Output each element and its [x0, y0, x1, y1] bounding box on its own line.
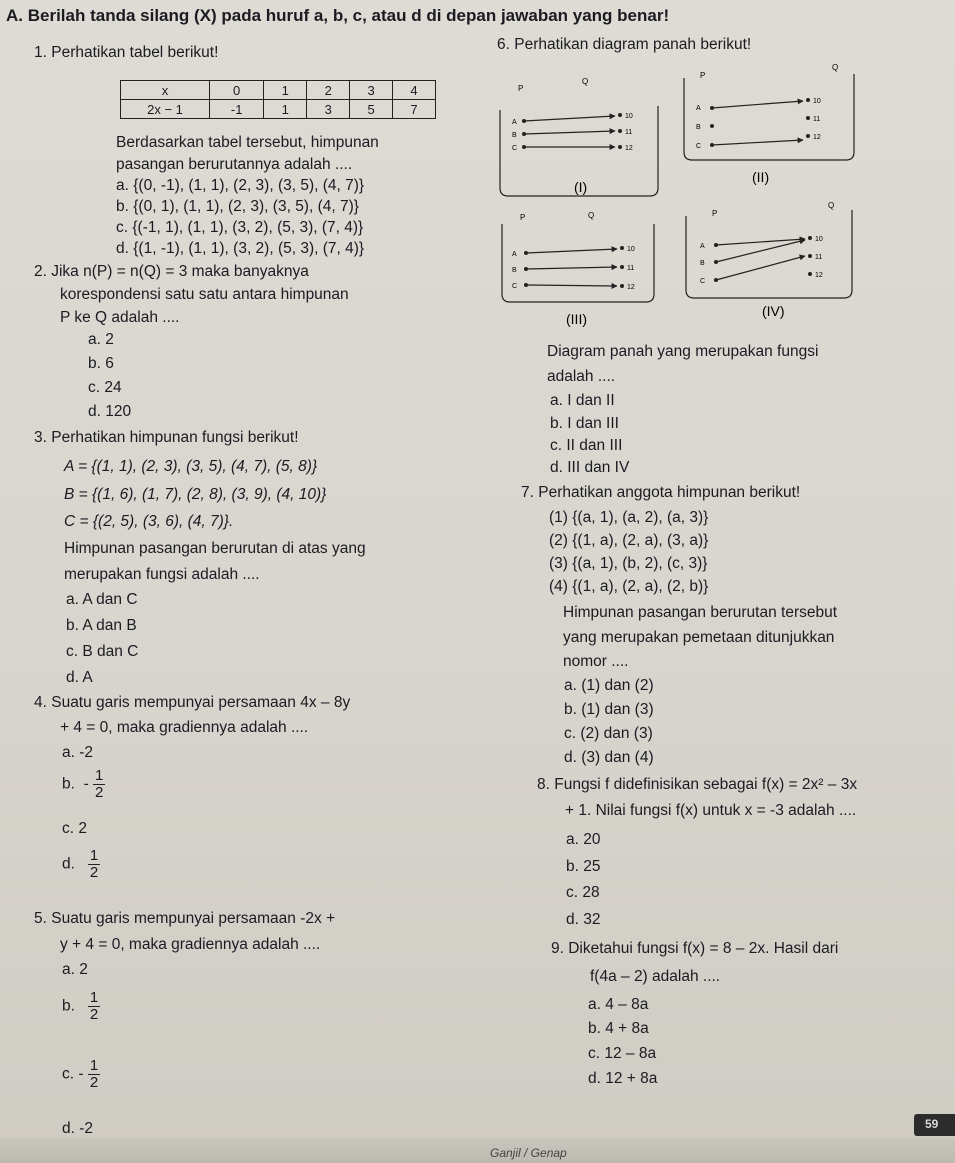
- q6-stem: 6. Perhatikan diagram panah berikut!: [497, 36, 752, 53]
- q8-option-b[interactable]: [566, 858, 601, 876]
- option-text: {(0, -1), (1, 1), (2, 3), (3, 5), (4, 7)}: [133, 177, 365, 194]
- option-letter: a.: [588, 996, 601, 1013]
- arrow-diagram-2: [684, 63, 854, 185]
- table-cell: 2: [307, 81, 350, 100]
- fraction: [88, 848, 100, 881]
- codomain-label: 11: [815, 254, 823, 261]
- q1-stem: 1. Perhatikan tabel berikut!: [34, 44, 219, 61]
- q9-line-1: 9. Diketahui fungsi f(x) = 8 – 2x. Hasil dari: [551, 940, 839, 957]
- page-bottom-edge: [0, 1138, 955, 1163]
- q2-line-3: P ke Q adalah ....: [60, 309, 180, 326]
- option-letter: b.: [62, 997, 75, 1015]
- q7-stem: 7. Perhatikan anggota himpunan berikut!: [521, 484, 801, 501]
- q7-text-1: Himpunan pasangan berurutan tersebut: [563, 604, 838, 621]
- option-text: {(-1, 1), (1, 1), (3, 2), (5, 3), (7, 4)}: [132, 219, 364, 236]
- q7-option-a[interactable]: [564, 677, 654, 695]
- domain-label: A: [512, 119, 517, 126]
- option-text: 12 – 8a: [604, 1045, 657, 1062]
- mapping-arrow: [526, 249, 617, 253]
- table-cell: 4: [393, 81, 436, 100]
- mapping-arrow: [716, 240, 805, 262]
- table-cell: 5: [350, 100, 393, 119]
- fraction-numerator: 1: [95, 767, 104, 784]
- q6-text-1: Diagram panah yang merupakan fungsi: [547, 343, 819, 360]
- page-number: 59: [925, 1117, 939, 1131]
- codomain-point: [618, 113, 622, 117]
- q7-item-4: (4) {(1, a), (2, a), (2, b)}: [549, 578, 709, 595]
- option-letter: c.: [564, 725, 577, 742]
- option-letter: d.: [550, 459, 563, 476]
- q4-line-1: 4. Suatu garis mempunyai persamaan 4x – 8y: [34, 694, 351, 711]
- domain-label: B: [512, 267, 517, 274]
- codomain-label: 11: [813, 116, 821, 123]
- option-text: (1) dan (2): [581, 677, 654, 694]
- codomain-point: [808, 254, 812, 258]
- option-letter: b.: [550, 415, 563, 432]
- semester-footer: Ganjil / Genap: [490, 1146, 567, 1160]
- q1-option-a[interactable]: [116, 177, 364, 195]
- option-letter: c.: [588, 1045, 601, 1062]
- option-letter: d.: [62, 855, 75, 873]
- option-letter: b.: [564, 701, 577, 718]
- codomain-point: [618, 145, 622, 149]
- option-letter: c.: [566, 884, 579, 901]
- q7-option-b[interactable]: [564, 701, 654, 719]
- mapping-arrow: [716, 256, 805, 280]
- codomain-label: 10: [627, 246, 635, 253]
- q8-option-c[interactable]: [566, 884, 600, 902]
- domain-label: C: [696, 143, 702, 150]
- option-text: II dan III: [566, 437, 623, 454]
- option-letter: a.: [566, 831, 579, 848]
- codomain-label: 10: [625, 113, 633, 120]
- q1-text-2: pasangan berurutannya adalah ....: [116, 156, 353, 173]
- option-letter: d.: [116, 240, 129, 257]
- domain-label: C: [700, 278, 706, 285]
- minus-sign: -: [78, 1065, 84, 1083]
- domain-label: A: [696, 105, 701, 112]
- codomain-label: 12: [813, 134, 821, 141]
- set-label-q: Q: [828, 201, 835, 210]
- option-letter: d.: [88, 403, 101, 420]
- option-text: (1) dan (3): [581, 701, 654, 718]
- q1-option-b[interactable]: [116, 198, 359, 216]
- q5-option-b[interactable]: [62, 990, 100, 1023]
- q9-option-d[interactable]: [588, 1070, 657, 1088]
- codomain-label: 12: [815, 272, 823, 279]
- q4-option-a[interactable]: a. -2: [62, 744, 94, 761]
- mapping-arrow: [712, 140, 803, 145]
- q6-option-b[interactable]: [550, 415, 619, 433]
- q1-option-d[interactable]: [116, 240, 364, 258]
- q3-option-a[interactable]: [66, 591, 138, 609]
- mapping-arrow: [712, 101, 803, 108]
- fraction-denominator: 2: [95, 784, 104, 801]
- q7-text-3: nomor ....: [563, 653, 629, 670]
- codomain-point: [806, 134, 810, 138]
- codomain-label: 10: [813, 98, 821, 105]
- option-text: A dan B: [82, 617, 137, 634]
- q1-value-table: [120, 80, 436, 119]
- q3-option-b[interactable]: [66, 617, 137, 635]
- codomain-point: [806, 98, 810, 102]
- codomain-label: 10: [815, 236, 823, 243]
- codomain-label: 11: [627, 265, 635, 272]
- mapping-arrow: [526, 285, 617, 286]
- q7-text-2: yang merupakan pemetaan ditunjukkan: [563, 629, 835, 646]
- table-cell: -1: [210, 100, 264, 119]
- q9-option-c[interactable]: [588, 1045, 656, 1063]
- q3-option-c[interactable]: [66, 643, 138, 661]
- q2-option-c[interactable]: [88, 379, 122, 397]
- arrow-diagram-3: [502, 211, 654, 327]
- table-cell: x: [121, 81, 210, 100]
- option-text: A: [82, 669, 93, 686]
- domain-label: B: [696, 124, 701, 131]
- q3-text-2: merupakan fungsi adalah ....: [64, 566, 260, 583]
- option-text: 2: [105, 331, 114, 348]
- q6-text-2: adalah ....: [547, 368, 616, 385]
- q3-set-b: B = {(1, 6), (1, 7), (2, 8), (3, 9), (4, 10)}: [64, 486, 327, 503]
- codomain-label: 12: [627, 284, 635, 291]
- q8-line-1: 8. Fungsi f didefinisikan sebagai f(x) = 2x² – 3x: [537, 776, 858, 793]
- option-letter: d.: [566, 911, 579, 928]
- option-text: 6: [105, 355, 114, 372]
- option-text: 4 – 8a: [605, 996, 649, 1013]
- option-letter: c.: [62, 1065, 75, 1083]
- set-label-q: Q: [832, 63, 839, 72]
- option-letter: c.: [88, 379, 101, 396]
- fraction-numerator: 1: [89, 989, 99, 1006]
- set-label-q: Q: [588, 211, 595, 220]
- q2-line-1: 2. Jika n(P) = n(Q) = 3 maka banyaknya: [34, 263, 309, 280]
- q6-option-d[interactable]: [550, 459, 629, 477]
- option-letter: b.: [588, 1020, 601, 1037]
- fraction: [88, 990, 100, 1023]
- mapping-arrow: [524, 116, 615, 121]
- option-letter: a.: [88, 331, 101, 348]
- codomain-point: [806, 116, 810, 120]
- set-label-p: P: [520, 213, 526, 222]
- option-letter: b.: [566, 858, 579, 875]
- option-letter: b.: [62, 775, 75, 793]
- q5-option-c[interactable]: [62, 1058, 100, 1091]
- q3-set-a: A = {(1, 1), (2, 3), (3, 5), (4, 7), (5, 8)}: [64, 458, 318, 475]
- option-letter: d.: [588, 1070, 601, 1087]
- codomain-label: 12: [625, 145, 633, 152]
- option-letter: a.: [116, 177, 129, 194]
- option-letter: a.: [550, 392, 563, 409]
- domain-point: [710, 124, 714, 128]
- option-text: III dan IV: [567, 459, 630, 476]
- option-letter: a.: [66, 591, 79, 608]
- q4-option-b[interactable]: [62, 768, 105, 801]
- option-text: B dan C: [82, 643, 139, 660]
- q7-option-d[interactable]: [564, 749, 654, 767]
- fraction: [93, 768, 105, 801]
- q7-item-1: (1) {(a, 1), (a, 2), (a, 3)}: [549, 509, 709, 526]
- diagram-label: (II): [752, 169, 770, 185]
- diagram-outline: [684, 74, 854, 160]
- option-text: 25: [583, 858, 601, 875]
- arrow-diagram-1: [500, 77, 658, 196]
- option-text: 12 + 8a: [605, 1070, 658, 1087]
- q5-line-1: 5. Suatu garis mempunyai persamaan -2x +: [34, 910, 336, 927]
- option-text: 120: [105, 403, 132, 420]
- table-row: [121, 100, 436, 119]
- option-text: 24: [104, 379, 122, 396]
- domain-label: B: [700, 260, 705, 267]
- q7-option-c[interactable]: [564, 725, 653, 743]
- domain-label: C: [512, 283, 518, 290]
- q2-option-b[interactable]: [88, 355, 114, 373]
- table-cell: 0: [210, 81, 264, 100]
- minus-sign: -: [83, 775, 89, 793]
- q6-option-a[interactable]: [550, 392, 615, 410]
- diagram-label: (III): [566, 311, 587, 327]
- table-row: [121, 81, 436, 100]
- fraction-numerator: 1: [89, 1057, 99, 1074]
- q5-option-a[interactable]: a. 2: [62, 961, 88, 978]
- arrow-diagram-4: [686, 201, 852, 319]
- option-letter: b.: [66, 617, 79, 634]
- codomain-point: [620, 246, 624, 250]
- q7-item-2: (2) {(1, a), (2, a), (3, a)}: [549, 532, 709, 549]
- codomain-point: [808, 236, 812, 240]
- codomain-point: [620, 265, 624, 269]
- mapping-arrow: [526, 267, 617, 269]
- option-text: 28: [582, 884, 600, 901]
- q9-option-b[interactable]: [588, 1020, 649, 1038]
- q8-line-2: + 1. Nilai fungsi f(x) untuk x = -3 adalah ....: [565, 802, 857, 819]
- option-letter: b.: [88, 355, 101, 372]
- set-label-p: P: [518, 84, 524, 93]
- q1-text-1: Berdasarkan tabel tersebut, himpunan: [116, 134, 379, 151]
- q4-option-c[interactable]: c. 2: [62, 820, 87, 837]
- table-cell: 1: [264, 81, 307, 100]
- option-letter: c.: [550, 437, 563, 454]
- q7-item-3: (3) {(a, 1), (b, 2), (c, 3)}: [549, 555, 708, 572]
- set-label-p: P: [712, 209, 718, 218]
- codomain-label: 11: [625, 129, 633, 136]
- q3-stem: 3. Perhatikan himpunan fungsi berikut!: [34, 429, 299, 446]
- option-text: 32: [583, 911, 601, 928]
- option-text: A dan C: [82, 591, 138, 608]
- option-text: (3) dan (4): [581, 749, 654, 766]
- domain-label: B: [512, 132, 517, 139]
- q3-option-d[interactable]: [66, 669, 93, 687]
- q3-set-c: C = {(2, 5), (3, 6), (4, 7)}.: [64, 513, 234, 530]
- option-letter: c.: [66, 643, 79, 660]
- q2-option-a[interactable]: [88, 331, 114, 349]
- diagram-outline: [686, 210, 852, 298]
- codomain-point: [808, 272, 812, 276]
- q6-option-c[interactable]: [550, 437, 622, 455]
- q2-option-d[interactable]: [88, 403, 131, 421]
- q5-option-d[interactable]: d. -2: [62, 1120, 94, 1137]
- diagram-label: (I): [574, 179, 588, 195]
- domain-label: A: [700, 243, 705, 250]
- set-label-q: Q: [582, 77, 589, 86]
- q4-line-2: + 4 = 0, maka gradiennya adalah ....: [60, 719, 309, 736]
- option-text: {(1, -1), (1, 1), (3, 2), (5, 3), (7, 4)}: [133, 240, 365, 257]
- option-letter: d.: [564, 749, 577, 766]
- option-text: (2) dan (3): [580, 725, 653, 742]
- q2-line-2: korespondensi satu satu antara himpunan: [60, 286, 349, 303]
- diagram-label: (IV): [762, 303, 785, 319]
- option-text: {(0, 1), (1, 1), (2, 3), (3, 5), (4, 7)}: [133, 198, 359, 215]
- q8-option-d[interactable]: [566, 911, 601, 929]
- q8-option-a[interactable]: [566, 831, 601, 849]
- option-text: I dan III: [567, 415, 619, 432]
- arrow-diagrams: [490, 58, 860, 328]
- q9-option-a[interactable]: [588, 996, 648, 1014]
- fraction-denominator: 2: [89, 864, 99, 881]
- q1-option-c[interactable]: [116, 219, 363, 237]
- mapping-arrow: [716, 239, 805, 245]
- q3-text-1: Himpunan pasangan berurutan di atas yang: [64, 540, 366, 557]
- q9-line-2: f(4a – 2) adalah ....: [590, 968, 721, 985]
- codomain-point: [618, 129, 622, 133]
- q5-line-2: y + 4 = 0, maka gradiennya adalah ....: [60, 936, 321, 953]
- mapping-arrow: [524, 131, 615, 134]
- domain-label: C: [512, 145, 518, 152]
- option-letter: c.: [116, 219, 129, 236]
- fraction-numerator: 1: [89, 847, 99, 864]
- table-cell: 3: [307, 100, 350, 119]
- option-letter: b.: [116, 198, 129, 215]
- table-cell: 2x − 1: [121, 100, 210, 119]
- section-heading: A. Berilah tanda silang (X) pada huruf a, b, c, atau d di depan jawaban yang benar!: [6, 6, 670, 25]
- option-text: 4 + 8a: [605, 1020, 649, 1037]
- fraction-denominator: 2: [89, 1006, 99, 1023]
- table-cell: 7: [393, 100, 436, 119]
- q4-option-d[interactable]: [62, 848, 100, 881]
- option-text: I dan II: [567, 392, 615, 409]
- table-cell: 1: [264, 100, 307, 119]
- option-letter: a.: [564, 677, 577, 694]
- fraction: [88, 1058, 100, 1091]
- option-text: 20: [583, 831, 601, 848]
- option-letter: d.: [66, 669, 79, 686]
- codomain-point: [620, 284, 624, 288]
- table-cell: 3: [350, 81, 393, 100]
- fraction-denominator: 2: [89, 1074, 99, 1091]
- domain-label: A: [512, 251, 517, 258]
- set-label-p: P: [700, 71, 706, 80]
